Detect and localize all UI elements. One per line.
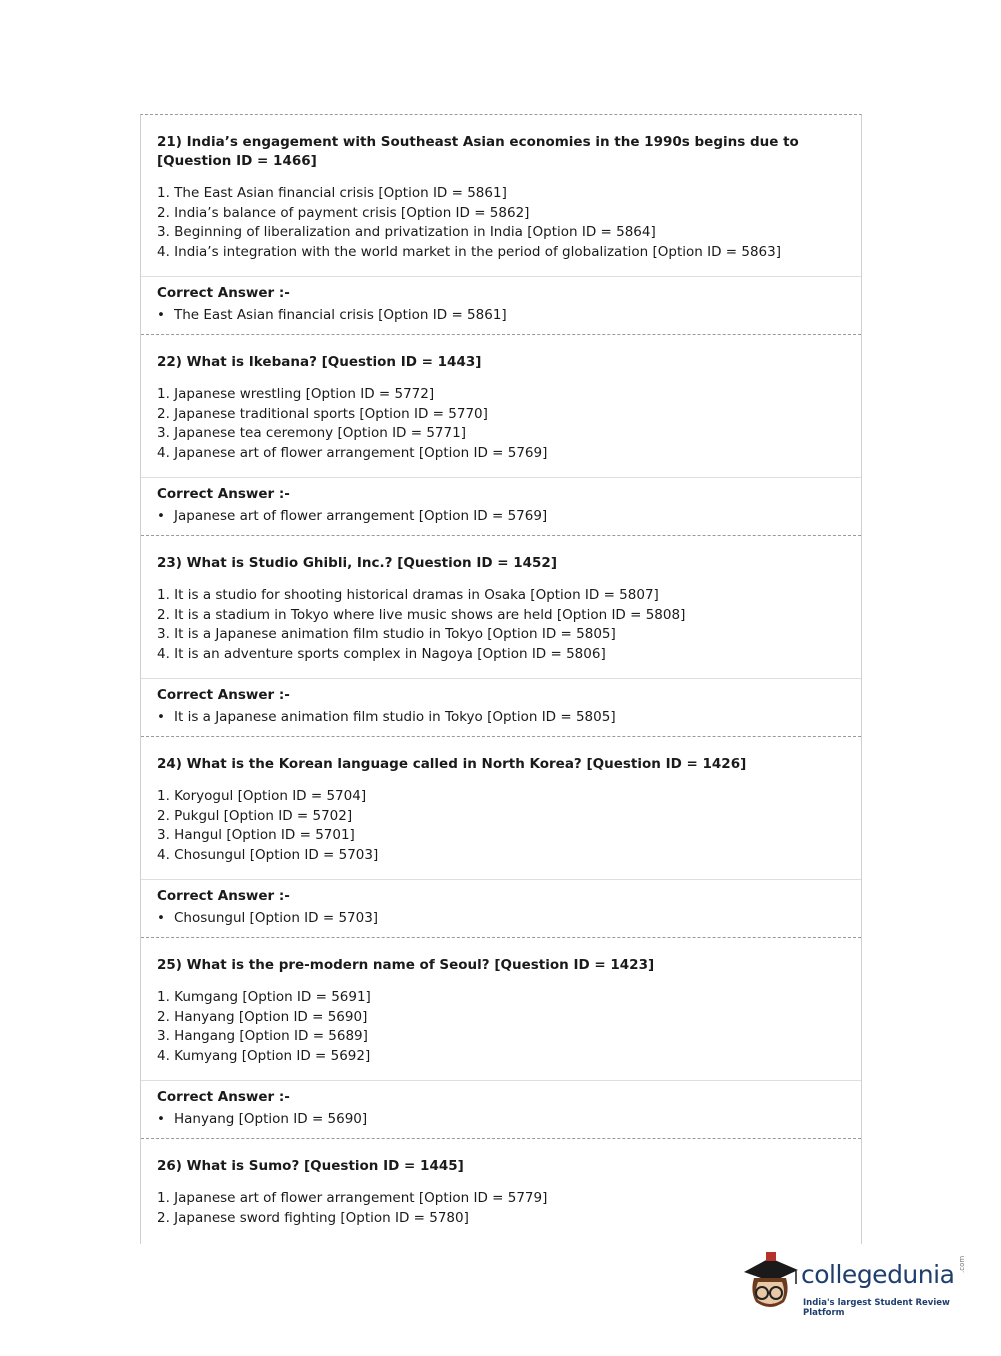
- option-item: 3. Japanese tea ceremony [Option ID = 5771]: [157, 425, 466, 441]
- option-item: 4. India’s integration with the world market in the period of globalization [Option ID = 5863]: [157, 243, 781, 260]
- logo-wordmark: collegedunia: [801, 1260, 955, 1289]
- bullet-icon: •: [157, 910, 165, 926]
- option-item: 2. Hanyang [Option ID = 5690]: [157, 1008, 368, 1025]
- option-list: [157, 1189, 845, 1228]
- question-block: [141, 737, 861, 879]
- question-sheet: [140, 114, 862, 1244]
- option-list: [157, 184, 845, 262]
- option-item: 3. Hangang [Option ID = 5689]: [157, 1028, 368, 1044]
- question-block: [141, 1139, 861, 1244]
- answer-label: Correct Answer :-: [157, 486, 290, 502]
- answer-block: [141, 1080, 861, 1139]
- option-item: 1. It is a studio for shooting historical dramas in Osaka [Option ID = 5807]: [157, 587, 659, 603]
- question-title: 25) What is the pre-modern name of Seoul? [Question ID = 1423]: [157, 957, 655, 973]
- answer-block: [141, 879, 861, 938]
- option-item: 1. Koryogul [Option ID = 5704]: [157, 788, 367, 804]
- question-title: 23) What is Studio Ghibli, Inc.? [Question ID = 1452]: [157, 555, 557, 571]
- question-title: 21) India’s engagement with Southeast Asian economies in the 1990s begins due to [Question ID = 1466]: [157, 134, 799, 169]
- option-item: 4. Chosungul [Option ID = 5703]: [157, 846, 379, 863]
- option-item: 1. Japanese wrestling [Option ID = 5772]: [157, 386, 435, 402]
- option-item: 3. Hangul [Option ID = 5701]: [157, 827, 355, 843]
- option-item: 2. Japanese sword fighting [Option ID = 5780]: [157, 1209, 469, 1226]
- mascot-graduate-icon: [740, 1252, 800, 1314]
- question-block: [141, 335, 861, 477]
- logo-tagline: India's largest Student Review Platform: [803, 1298, 950, 1318]
- option-item: 4. Japanese art of flower arrangement [Option ID = 5769]: [157, 444, 548, 461]
- option-item: 2. India’s balance of payment crisis [Option ID = 5862]: [157, 204, 530, 221]
- bullet-icon: •: [157, 709, 165, 725]
- option-list: [157, 385, 845, 463]
- question-block: [141, 536, 861, 678]
- logo-dotcom: .com: [958, 1255, 966, 1273]
- option-item: 1. The East Asian financial crisis [Option ID = 5861]: [157, 185, 507, 201]
- question-title: 26) What is Sumo? [Question ID = 1445]: [157, 1158, 464, 1174]
- option-item: 2. Pukgul [Option ID = 5702]: [157, 807, 353, 824]
- bullet-icon: •: [157, 1111, 165, 1127]
- question-block: [141, 115, 861, 276]
- answer-text: Japanese art of flower arrangement [Option ID = 5769]: [174, 508, 548, 524]
- option-item: 2. It is a stadium in Tokyo where live music shows are held [Option ID = 5808]: [157, 606, 686, 623]
- option-item: 3. Beginning of liberalization and privatization in India [Option ID = 5864]: [157, 224, 656, 240]
- answer-block: [141, 276, 861, 335]
- answer-text: The East Asian financial crisis [Option ID = 5861]: [174, 307, 507, 323]
- answer-text: It is a Japanese animation film studio in Tokyo [Option ID = 5805]: [174, 709, 616, 725]
- bullet-icon: •: [157, 307, 165, 323]
- bullet-icon: •: [157, 508, 165, 524]
- option-list: [157, 787, 845, 865]
- answer-label: Correct Answer :-: [157, 285, 290, 301]
- answer-label: Correct Answer :-: [157, 1089, 290, 1105]
- option-item: 1. Japanese art of flower arrangement [Option ID = 5779]: [157, 1190, 548, 1206]
- option-item: 1. Kumgang [Option ID = 5691]: [157, 989, 371, 1005]
- option-item: 2. Japanese traditional sports [Option ID = 5770]: [157, 405, 488, 422]
- answer-label: Correct Answer :-: [157, 888, 290, 904]
- question-title: 24) What is the Korean language called in North Korea? [Question ID = 1426]: [157, 756, 747, 772]
- answer-block: [141, 678, 861, 737]
- answer-block: [141, 477, 861, 536]
- option-list: [157, 988, 845, 1066]
- collegedunia-logo: [740, 1252, 970, 1322]
- answer-text: Hanyang [Option ID = 5690]: [174, 1111, 368, 1127]
- option-item: 3. It is a Japanese animation film studio in Tokyo [Option ID = 5805]: [157, 626, 616, 642]
- option-item: 4. It is an adventure sports complex in Nagoya [Option ID = 5806]: [157, 645, 606, 662]
- option-item: 4. Kumyang [Option ID = 5692]: [157, 1047, 371, 1064]
- question-block: [141, 938, 861, 1080]
- answer-text: Chosungul [Option ID = 5703]: [174, 910, 379, 926]
- option-list: [157, 586, 845, 664]
- answer-label: Correct Answer :-: [157, 687, 290, 703]
- question-title: 22) What is Ikebana? [Question ID = 1443]: [157, 354, 482, 370]
